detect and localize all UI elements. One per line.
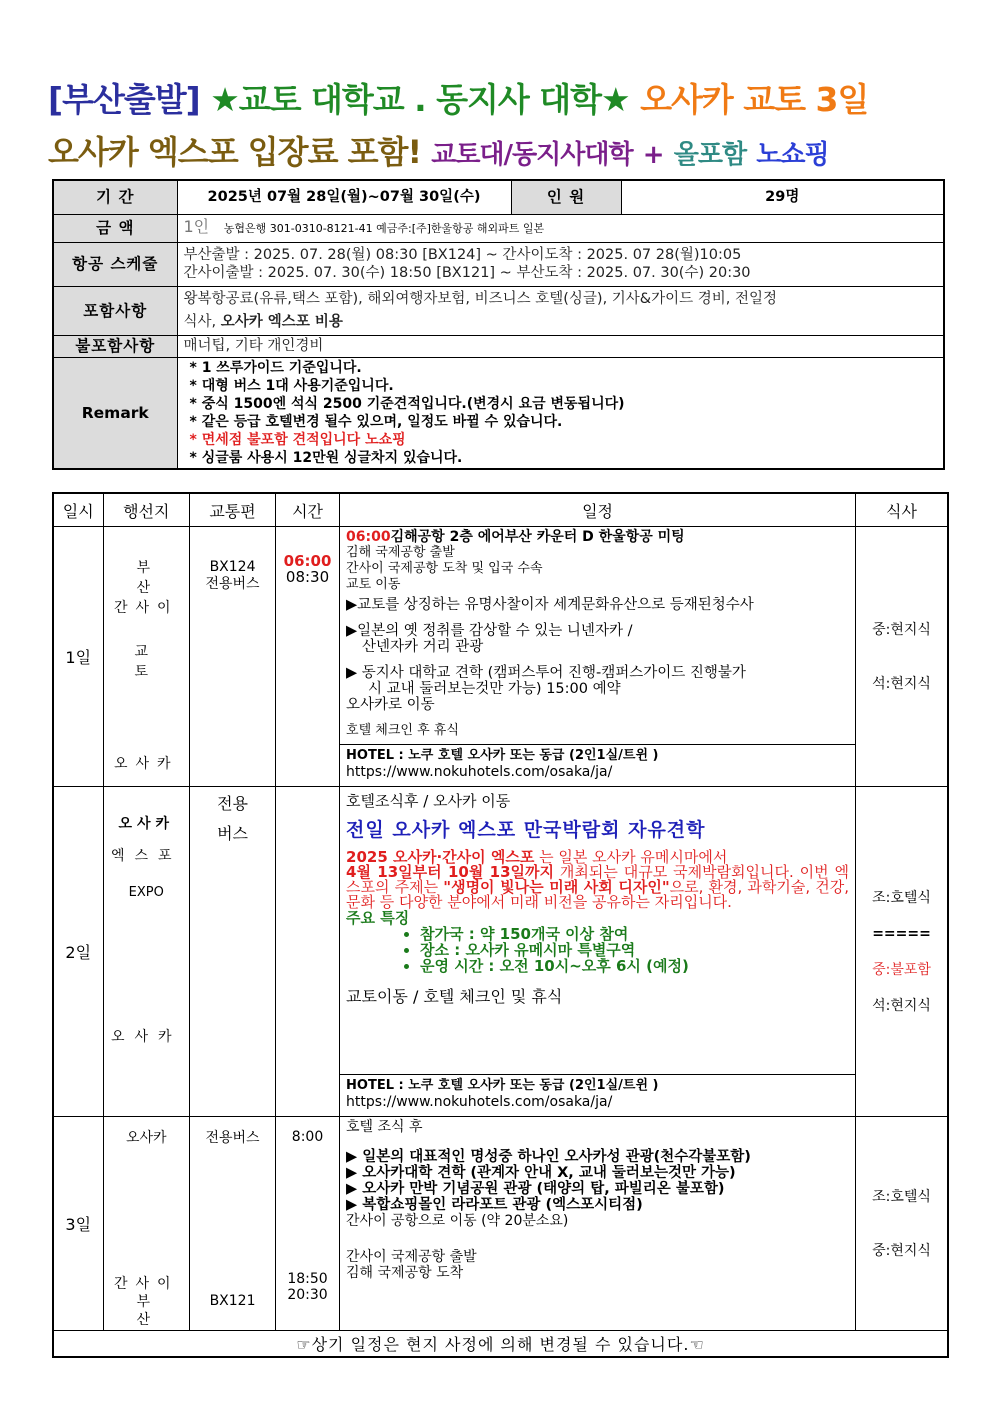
meeting-time-inline: 06:00 [346, 529, 391, 545]
feature-item: • 장소 : 오사카 유메시마 특별구역 [420, 942, 849, 958]
bus-line-1: 전용 [217, 794, 248, 813]
itin-line: 시 교내 둘러보는것만 가능) 15:00 예약 [368, 681, 621, 697]
exclude-label: 불포함사항 [53, 335, 177, 357]
header-itinerary: 일정 [340, 493, 856, 527]
day-1-time [276, 527, 340, 787]
flight-return: 간사이출발 : 2025. 07. 30(수) 18:50 [BX121] ~ 부산도착 : 2025. 07. 30(수) 20:30 [183, 265, 751, 281]
people-value: 29명 [621, 180, 944, 214]
expo-headline: 전일 오사카 엑스포 만국박람회 자유견학 [346, 819, 706, 841]
itin-line: 교토 이동 [346, 577, 401, 592]
dest-item: 교토 [134, 644, 189, 680]
bus-line-2: 버스 [217, 824, 248, 843]
expo-theme: "생명이 빛나는 미래 사회 디자인" [443, 878, 670, 896]
dest-item: 오사카 [125, 1130, 167, 1146]
itin-line: 호텔조식후 / 오사카 이동 [346, 792, 511, 810]
title-all-included: 올포함 [673, 140, 747, 170]
title-no-shopping: 노쇼핑 [756, 140, 829, 170]
dest-item: 오사카 [113, 756, 179, 772]
remark-item: * 같은 등급 호텔변경 될수 있으며, 일정도 바뀔 수 있습니다. [189, 413, 563, 430]
schedule-table [52, 492, 949, 1358]
expo-description [346, 850, 849, 910]
meal-item: 중:현지식 [872, 621, 931, 638]
day-1-itinerary [340, 527, 856, 745]
flight-outbound: 부산출발 : 2025. 07. 28(월) 08:30 [BX124] ~ 간사이도착 : 2025. 07 28(월)10:05 [183, 247, 742, 263]
meal-item: 중:불포함 [872, 961, 931, 978]
bus: 전용버스 [205, 576, 260, 592]
itin-line: ▶일본의 옛 정취를 감상할 수 있는 니넨자카 / [346, 623, 633, 639]
header-meals: 식사 [856, 493, 948, 527]
itin-line: 간사이 국제공항 출발 [346, 1249, 477, 1265]
itin-line: 간사이 국제공항 도착 및 입국 수속 [346, 561, 543, 576]
hotel-url[interactable]: https://www.nokuhotels.com/osaka/ja/ [346, 764, 613, 780]
dest-item: 오사카 [118, 816, 175, 832]
day-2-itinerary [340, 787, 856, 1075]
title-departure: [부산출발] [48, 80, 200, 119]
itin-line: ▶ 동지사 대학교 견학 (캠퍼스투어 진행-캠퍼스가이드 진행불가 [346, 665, 746, 681]
departure-time: 08:30 [285, 568, 330, 586]
flight-code: BX121 [209, 1293, 256, 1309]
itin-line: 호텔 조식 후 [346, 1119, 423, 1135]
day-2-hotel [340, 1075, 856, 1117]
itin-line: 오사카로 이동 [346, 697, 435, 713]
period-value: 2025년 07월 28일(월)~07월 30일(수) [177, 180, 511, 214]
price-prefix: 1인 [183, 217, 210, 236]
title-plus: + [642, 140, 664, 170]
header-date: 일시 [53, 493, 103, 527]
day-2-meals [856, 787, 948, 1117]
header-destination: 행선지 [103, 493, 190, 527]
hotel-name: HOTEL : 노쿠 호텔 오사카 또는 동급 (2인1실/트윈 ) [346, 1078, 659, 1093]
day-2-transport [190, 787, 276, 1117]
itin-line: ▶교토를 상징하는 유명사찰이자 세계문화유산으로 등재된청수사 [346, 597, 754, 613]
remark-item: * 싱글룸 사용시 12만원 싱글차지 있습니다. [189, 449, 463, 466]
day-3-label: 3일 [53, 1117, 103, 1331]
include-line-1: 왕복항공료(유류,택스 포함), 해외여행자보험, 비즈니스 호텔(싱글), 기사&가이드 경비, 전일정 [183, 290, 777, 307]
meal-item: 조:호텔식 [872, 889, 931, 906]
period-label: 기 간 [53, 180, 177, 214]
info-table [52, 179, 945, 470]
day-2-time [276, 787, 340, 1117]
itin-line: 김해 국제공항 출발 [346, 545, 455, 560]
dest-item: 부산 [136, 560, 177, 596]
bus: 전용버스 [205, 1130, 260, 1146]
itin-line: 호텔 체크인 후 휴식 [346, 723, 459, 738]
feature-item: • 참가국 : 약 150개국 이상 참여 [420, 926, 849, 942]
dest-item: 엑스포 [110, 848, 182, 864]
day-3-itinerary [340, 1117, 856, 1331]
features-title: 주요 특징 [346, 909, 410, 927]
day-3-meals [856, 1117, 948, 1331]
flight-schedule [177, 242, 944, 286]
bank-account: 농협은행 301-0310-8121-41 예금주:[주]한울항공 해외파트 일본 [223, 222, 545, 235]
dest-item: 간사이 [113, 1276, 179, 1292]
price-value [177, 214, 944, 242]
header-transport: 교통편 [190, 493, 276, 527]
day-3-time [276, 1117, 340, 1331]
title-line-2 [48, 127, 829, 173]
expo-desc-end: 으로, 환경, 과학기술, 건강, 문화 등 다양한 분야에서 미래 비전을 공유하는 자리입니다. [346, 878, 850, 911]
title-univ-short: 교토대/동지사대학 [431, 140, 633, 170]
expo-dates: 4월 13일부터 10월 13일까지 [346, 863, 555, 881]
meal-item: 석:현지식 [872, 997, 931, 1014]
remark-item: * 면세점 불포함 견적입니다 노쇼핑 [189, 431, 406, 448]
day-2-destinations [103, 787, 190, 1117]
dest-item: 간사이 [113, 600, 179, 616]
arrival-time: 20:30 [287, 1287, 328, 1303]
hotel-url[interactable]: https://www.nokuhotels.com/osaka/ja/ [346, 1094, 613, 1110]
itin-line: ▶ 오사카대학 견학 (관계자 안내 X, 교내 둘러보는것만 가능) [346, 1165, 736, 1181]
start-time: 8:00 [291, 1129, 324, 1145]
meal-divider: ===== [872, 925, 931, 942]
departure-time: 18:50 [287, 1271, 328, 1287]
title-line-1 [48, 74, 868, 121]
flight-times [277, 1271, 338, 1303]
day-3-destinations [103, 1117, 190, 1331]
day-1-transport [190, 527, 276, 787]
meeting-time: 06:00 [283, 552, 332, 570]
dest-item: 부산 [136, 1294, 177, 1328]
itin-line: ▶ 일본의 대표적인 명성중 하나인 오사카성 관광(천수각불포함) [346, 1149, 751, 1165]
meeting-place: 김해공항 2층 에어부산 카운터 D 한울항공 미팅 [390, 529, 685, 545]
hotel-name: HOTEL : 노쿠 호텔 오사카 또는 동급 (2인1실/트윈 ) [346, 748, 659, 763]
day-2-label: 2일 [53, 787, 103, 1117]
itin-line: ▶ 복합쇼핑몰인 라라포트 관광 (엑스포시티점) [346, 1197, 643, 1213]
remark-label: Remark [53, 357, 177, 469]
meal-item: 중:현지식 [872, 1242, 931, 1259]
itin-line: 산넨자카 거리 관광 [362, 639, 484, 655]
schedule-footer-note: ☞상기 일정은 현지 사정에 의해 변경될 수 있습니다.☜ [53, 1331, 948, 1358]
price-label: 금 액 [53, 214, 177, 242]
expo-name: 2025 오사카·간사이 엑스포 [346, 848, 535, 866]
expo-desc: 개최되는 대규모 국제박람회입니다. 이번 엑스포의 주제는 [346, 863, 850, 896]
remark-item: * 중식 1500엔 석식 2500 기준견적입니다.(변경시 요금 변동됩니다) [189, 395, 625, 412]
header-time: 시간 [276, 493, 340, 527]
flight-label: 항공 스케줄 [53, 242, 177, 286]
include-line-2 [184, 311, 938, 334]
remark-list [177, 357, 944, 469]
features-list [346, 926, 849, 974]
meeting-line [346, 529, 849, 545]
itin-line: 교토이동 / 호텔 체크인 및 휴식 [346, 987, 563, 1006]
title-universities: ★교토 대학교 . 동지사 대학★ [210, 80, 630, 119]
include-label: 포함사항 [53, 286, 177, 335]
include-expo: 오사카 엑스포 비용 [220, 313, 343, 330]
expo-location: 는 일본 오사카 유메시마에서 [539, 848, 728, 866]
title-destination: 오사카 교토 3일 [640, 80, 869, 119]
feature-item: • 운영 시간 : 오전 10시~오후 6시 (예정) [420, 958, 849, 974]
include-meals: 식사, [183, 313, 217, 330]
day-1-destinations [103, 527, 190, 787]
dest-bottom [105, 1275, 189, 1329]
dest-item: 오사카 [110, 1029, 182, 1045]
meal-item: 석:현지식 [872, 675, 931, 692]
day-1-label: 1일 [53, 527, 103, 787]
dest-item: EXPO [128, 885, 164, 900]
day-3-transport [190, 1117, 276, 1331]
itin-line: 간사이 공항으로 이동 (약 20분소요) [346, 1213, 569, 1229]
remark-item: * 1 쓰루가이드 기준입니다. [189, 359, 362, 376]
people-label: 인 원 [511, 180, 621, 214]
exclude-value: 매너팁, 기타 개인경비 [177, 335, 944, 357]
itin-line: 김해 국제공항 도착 [346, 1265, 464, 1281]
flight-code: BX124 [209, 559, 256, 575]
day-1-meals [856, 527, 948, 787]
meal-item: 조:호텔식 [872, 1188, 931, 1205]
include-value [177, 286, 944, 335]
remark-item: * 대형 버스 1대 사용기준입니다. [189, 377, 394, 394]
day-1-hotel [340, 745, 856, 787]
itin-line: ▶ 오사카 만박 기념공원 관광 (태양의 탑, 파빌리온 불포함) [346, 1181, 725, 1197]
title-expo: 오사카 엑스포 입장료 포함! [48, 133, 422, 171]
